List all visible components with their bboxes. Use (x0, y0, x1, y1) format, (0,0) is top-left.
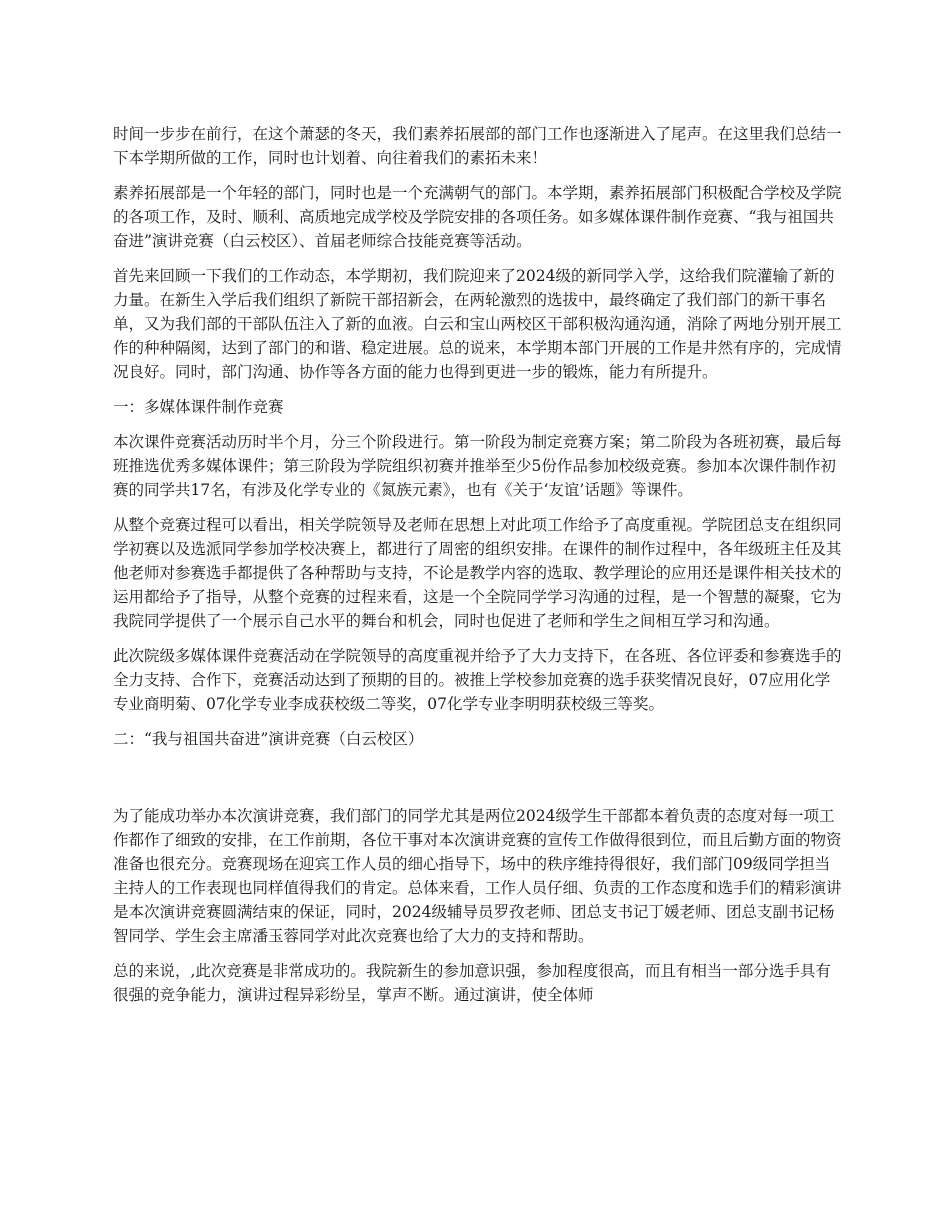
section-heading-multimedia: 一：多媒体课件制作竞赛 (113, 398, 284, 416)
document-page (113, 122, 843, 1018)
competition-process-paragraph: 从整个竞赛过程可以看出，相关学院领导及老师在思想上对此项工作给予了高度重视。学院团总支在组织同学初赛以及选派同学参加学校决赛上，都进行了周密的组织安排。在课件的制作过程中，各年级班主任及其他老师对参赛选手都提供了各种帮助与支持，不论是教学内容的选取、教学理论的应用还是课件相关技术的运用都给予了指导，从整个竞赛的过程来看，这是一个全院同学学习沟通的过程，是一个智慧的凝聚，它为我院同学提供了一个展示自己水平的舞台和机会，同时也促进了老师和学生之间相互学习和沟通。 (113, 516, 842, 630)
section-heading-speech: 二：“我与祖国共奋进”演讲竞赛（白云校区） (113, 730, 424, 748)
competition-results-paragraph: 此次院级多媒体课件竞赛活动在学院领导的高度重视并给予了大力支持下，在各班、各位评委和参赛选手的全力支持、合作下，竞赛活动达到了预期的目的。被推上学校参加竞赛的选手获奖情况良好，07应用化学专业商明菊、07化学专业李成获校级二等奖，07化学专业李明明获校级三等奖。 (113, 647, 842, 713)
intro-paragraph: 时间一步步在前行，在这个萧瑟的冬天，我们素养拓展部的部门工作也逐渐进入了尾声。在这里我们总结一下本学期所做的工作，同时也计划着、向往着我们的素拓未来！ (113, 125, 842, 167)
work-review-paragraph: 首先来回顾一下我们的工作动态，本学期初，我们院迎来了2024级的新同学入学，这给我们院灌输了新的力量。在新生入学后我们组织了新院干部招新会，在两轮激烈的选拔中，最终确定了我们部门的新干事名单，又为我们部的干部队伍注入了新的血液。白云和宝山两校区干部积极沟通沟通，消除了两地分别开展工作的种种隔阂，达到了部门的和谐、稳定进展。总的说来，本学期本部门开展的工作是井然有序的，完成情况良好。同时，部门沟通、协作等各方面的能力也得到更进一步的锻炼，能力有所提升。 (113, 267, 842, 381)
speech-summary-paragraph: 总的来说，,此次竞赛是非常成功的。我院新生的参加意识强，参加程度很高，而且有相当一部分选手具有很强的竞争能力，演讲过程异彩纷呈，掌声不断。通过演讲，使全体师 (113, 962, 831, 1004)
courseware-stages-paragraph: 本次课件竞赛活动历时半个月，分三个阶段进行。第一阶段为制定竞赛方案；第二阶段为各班初赛，最后每班推选优秀多媒体课件；第三阶段为学院组织初赛并推举至少5份作品参加校级竞赛。参加本次课件制作初赛的同学共17名，有涉及化学专业的《氮族元素》，也有《关于‘友谊’话题》等课件。 (113, 433, 842, 499)
speech-organization-paragraph: 为了能成功举办本次演讲竞赛，我们部门的同学尤其是两位2024级学生干部都本着负责的态度对每一项工作都作了细致的安排，在工作前期，各位干事对本次演讲竞赛的宣传工作做得很到位，而且后勤方面的物资准备也很充分。竞赛现场在迎宾工作人员的细心指导下，场中的秩序维持得很好，我们部门09级同学担当主持人的工作表现也同样值得我们的肯定。总体来看，工作人员仔细、负责的工作态度和选手们的精彩演讲是本次演讲竞赛圆满结束的保证，同时，2024级辅导员罗孜老师、团总支书记丁媛老师、团总支副书记杨智同学、学生会主席潘玉蓉同学对此次竞赛也给了大力的支持和帮助。 (113, 807, 842, 945)
blank-spacer (113, 762, 843, 804)
department-overview-paragraph: 素养拓展部是一个年轻的部门，同时也是一个充满朝气的部门。本学期，素养拓展部门积极配合学校及学院的各项工作，及时、顺利、高质地完成学校及学院安排的各项任务。如多媒体课件制作竞赛、“我与祖国共奋进”演讲竞赛（白云校区）、首届老师综合技能竞赛等活动。 (113, 184, 842, 250)
